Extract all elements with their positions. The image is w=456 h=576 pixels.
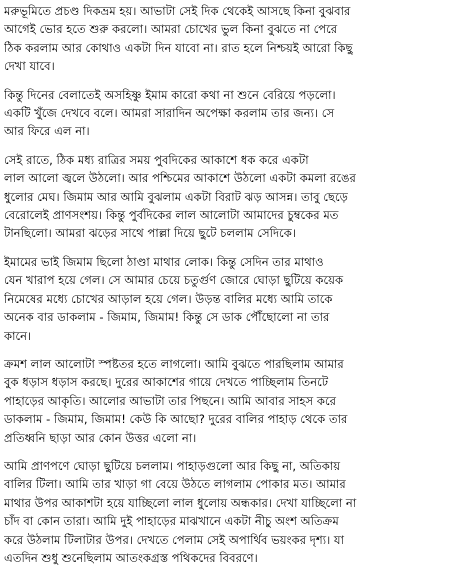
paragraph-1 bbox=[4, 2, 453, 76]
paragraph-3 bbox=[4, 151, 453, 243]
text-line: ঠিক করলাম আর কোথাও একটা দিন যাবো না। রাত হলে নিশ্চয়ই আরো কিছু bbox=[4, 40, 353, 55]
paragraph-4 bbox=[4, 253, 453, 345]
text-line: লাল আলো জ্বলে উঠলো। আর পশ্চিমের আকাশে উঠলো একটা কমলা রঙের bbox=[4, 171, 356, 186]
text-line: করে উঠলাম টিলাটার উপর। দেখতে পেলাম সেই অপার্থিব ভয়ংকর দৃশ্য। যা bbox=[4, 532, 344, 547]
text-line: বুক ধড়াস ধড়াস করছে। দুরের আকাশের গায়ে দেখতে পাচ্ছিলাম তিনটে bbox=[4, 375, 329, 390]
paragraph-gap bbox=[4, 447, 453, 457]
text-line: ধুলোর মেঘ। জিমাম আর আমি বুঝলাম একটা বিরাট ঝড় আসন্ন। তাবু ছেড়ে bbox=[4, 189, 348, 204]
text-line: নিমেষের মধ্যে চোখের আড়াল হয়ে গেল। উড়ন্ত বালির মধ্যে আমি তাকে bbox=[4, 291, 333, 306]
paragraph-gap bbox=[4, 76, 453, 86]
text-line: ক্রমশ লাল আলোটা স্পষ্টতর হতে লাগলো। আমি বুঝতে পারছিলাম আমার bbox=[4, 356, 344, 371]
text-line: বেরোলেই প্রাণসংশয়। কিন্তু পুর্বদিকের লাল আলোটা আমাদের চুম্বকের মত bbox=[4, 208, 339, 223]
text-line: পাহাড়ের আকৃতি। আলোর আভাটা তার পিছনে। আমি আবার সাহস করে bbox=[4, 393, 337, 408]
text-line: আগেই ভোর হতে শুরু করলো। আমরা চোখের ভুল কিনা বুঝতে না পেরে bbox=[4, 22, 338, 37]
text-line: যেন খারাপ হয়ে গেল। সে আমার চেয়ে চতুর্গুণ জোরে ঘোড়া ছুটিয়ে কয়েক bbox=[4, 273, 344, 288]
text-line: অনেক বার ডাকলাম - জিমাম, জিমাম! কিন্তু সে ডাক পৌঁছোলো না তার bbox=[4, 310, 330, 325]
text-line: বালির টিলা। আমি তার খাড়া গা বেয়ে উঠতে লাগলাম পোকার মত। আমার bbox=[4, 477, 346, 492]
text-line: কানে। bbox=[4, 328, 32, 343]
paragraph-gap bbox=[4, 345, 453, 355]
text-line: এতদিন শুধু শুনেছিলাম আতংকগ্রস্ত পথিকদের বিবরণে। bbox=[4, 550, 258, 565]
text-line: আমি প্রাণপণে ঘোড়া ছুটিয়ে চললাম। পাহাড়গুলো আর কিছু না, অতিকায় bbox=[4, 458, 341, 473]
text-line: ইমামের ভাই জিমাম ছিলো ঠাণ্ডা মাথার লোক। কিন্তু সেদিন তার মাথাও bbox=[4, 254, 324, 269]
paragraph-2 bbox=[4, 86, 453, 141]
paragraph-6 bbox=[4, 457, 453, 567]
paragraph-gap bbox=[4, 243, 453, 253]
paragraph-5 bbox=[4, 355, 453, 447]
text-line: চাঁদ বা কোন তারা। আমি দুই পাহাড়ের মাঝখানে একটা নীচু অংশ অতিক্রম bbox=[4, 514, 339, 529]
text-line: সেই রাতে, ঠিক মধ্য রাত্রির সময় পুবদিকের আকাশে ধক করে একটা bbox=[4, 152, 309, 167]
text-line: দেখা যাবে। bbox=[4, 59, 55, 74]
text-line: একটি খুঁজে দেখবে বলে। আমরা সারাদিন অপেক্ষা করলাম তার জন্য। সে bbox=[4, 106, 335, 121]
text-line: ডাকলাম - জিমাম, জিমাম! কেউ কি আছো? দুরের বালির পাহাড় থেকে তার bbox=[4, 412, 348, 427]
text-line: মরুভূমিতে প্রচণ্ড দিকভ্রম হয়। আভাটা সেই দিক থেকেই আসছে কিনা বুঝবার bbox=[4, 4, 351, 18]
text-line: মাথার উপর আকাশটা হয়ে যাচ্ছিলো লাল ধুলোয় অন্ধকার। দেখা যাচ্ছিলো না bbox=[4, 495, 357, 510]
text-line: প্রতিধ্বনি ছাড়া আর কোন উত্তর এলো না। bbox=[4, 430, 197, 445]
text-line: কিন্তু দিনের বেলাতেই অসহিষ্ণু ইমাম কারো কথা না শুনে বেরিয়ে পড়লো। bbox=[4, 87, 336, 102]
paragraph-gap bbox=[4, 141, 453, 151]
text-line: টানছিলো। আমরা ঝড়ের সাথে পাল্লা দিয়ে ছুটে চললাম সেদিকে। bbox=[4, 226, 296, 241]
text-line: আর ফিরে এল না। bbox=[4, 124, 90, 139]
